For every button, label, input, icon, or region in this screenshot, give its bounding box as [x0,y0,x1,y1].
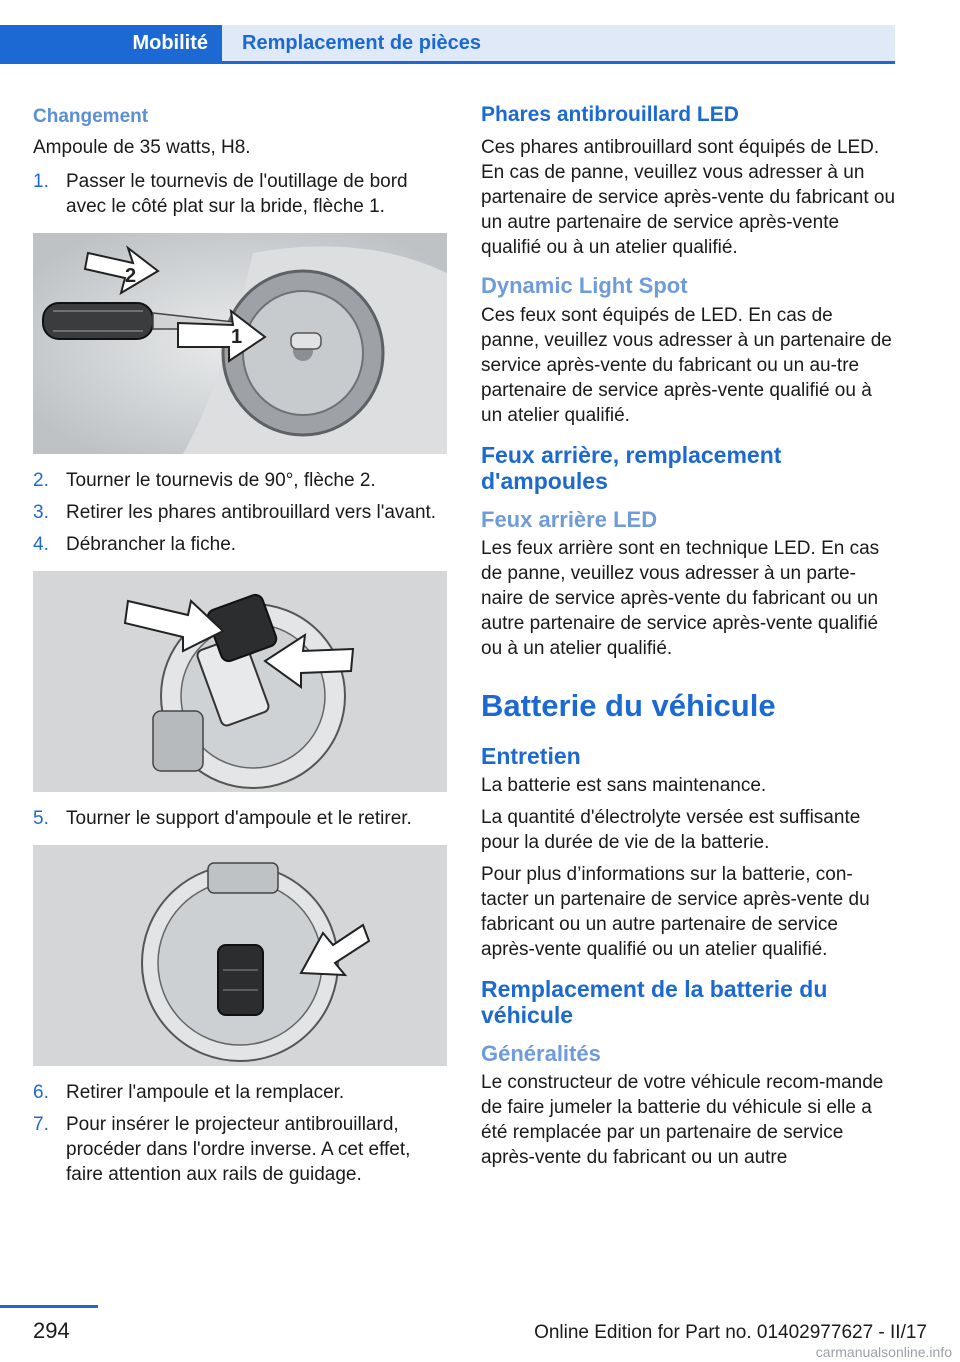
header-tabs [0,25,895,64]
heading-line: Remplacement de la batterie du [481,976,828,1002]
figure-bulb-holder-drawing [33,845,447,1066]
step-item [33,806,447,831]
edition-info: Online Edition for Part no. 01402977627 - II/17 [534,1322,927,1343]
step-text: Retirer les phares antibrouillard vers l'avant. [66,502,437,523]
rear-led-text: Les feux arrière sont en technique LED. En cas de panne, veuillez vous adresser à un parte-naire de service après-vente du fabricant ou un autre partenaire de service après-vente qualifié ou à un atelier qualifié. [481,538,880,659]
arrow-label: 2 [125,265,137,287]
heading-line: d'ampoules [481,468,608,494]
page-number: 294 [33,1318,70,1343]
step-number: 2. [33,470,49,491]
step-text: Tourner le support d'ampoule et le retirer. [66,808,412,829]
step-number: 5. [33,808,49,829]
step-item [33,1080,447,1105]
step-text: Débrancher la fiche. [66,534,237,555]
figure-plug-disconnect [33,571,447,792]
heading-battery-replacement [481,976,896,1028]
figure-plug-drawing [33,571,447,792]
left-column [33,100,447,1187]
heading-dynamic-light-spot: Dynamic Light Spot [481,273,688,298]
step-item [33,532,447,557]
heading-line: Feux arrière, remplacement [481,442,782,468]
led-fog-text: Ces phares antibrouillard sont équipés de LED. En cas de panne, veuillez vous adresser à un partenaire de service après-vente du fabricant ou un autre partenaire de service après-vente qualifié ou à un atelier qualifié. [481,137,896,258]
heading-rear-lights [481,442,896,494]
watermark: carmanualsonline.info [815,1344,952,1360]
maintenance-p3: Pour plus d’informations sur la batterie, con-tacter un partenaire de service après-vente du fabricant ou un autre partenaire de service après-vente qualifié ou un atelier qualifié. [481,864,870,960]
maintenance-p1: La batterie est sans maintenance. [481,775,767,796]
maintenance-p2: La quantité d'électrolyte versée est suffisante pour la durée de vie de la batterie. [481,807,861,853]
heading-led-fog-lights: Phares antibrouillard LED [481,103,739,126]
step-item [33,468,447,493]
heading-line: véhicule [481,1002,574,1028]
heading-maintenance: Entretien [481,743,581,769]
figure-screwdriver-drawing [33,233,447,454]
step-text: Pour insérer le projecteur antibrouillard, procéder dans l'ordre inverse. A cet effet, faire attention aux rails de guidage. [66,1114,411,1185]
figure-bulb-holder [33,845,447,1066]
step-number: 7. [33,1114,49,1135]
step-number: 1. [33,171,49,192]
tab-mobilite[interactable]: Mobilité [0,25,222,61]
step-item [33,500,447,525]
arrow-label: 1 [231,326,243,348]
heading-vehicle-battery: Batterie du véhicule [481,688,776,723]
general-text: Le constructeur de votre véhicule recom-mande de faire jumeler la batterie du véhicule si elle a été remplacée par un partenaire de service après-vente du fabricant ou un autre [481,1072,884,1168]
tab-remplacement-pieces[interactable]: Remplacement de pièces [222,25,895,61]
steps-list-c [33,806,447,831]
section-heading-changement: Changement [33,106,149,127]
heading-general: Généralités [481,1041,601,1066]
heading-rear-led: Feux arrière LED [481,507,658,532]
step-text: Retirer l'ampoule et la remplacer. [66,1082,345,1103]
steps-list-d [33,1080,447,1187]
steps-list-a [33,169,447,219]
step-text: Passer le tournevis de l'outillage de bord avec le côté plat sur la bride, flèche 1. [66,171,408,217]
bulb-spec: Ampoule de 35 watts, H8. [33,137,251,158]
step-item [33,169,447,219]
footer-rule [0,1305,98,1308]
dls-text: Ces feux sont équipés de LED. En cas de panne, veuillez vous adresser à un partenaire de service après-vente du fabricant ou un au-tre partenaire de service après-vente qualifié ou à un atelier qualifié. [481,305,892,426]
step-number: 3. [33,502,49,523]
steps-list-b [33,468,447,557]
step-number: 6. [33,1082,49,1103]
right-column [481,100,896,1170]
step-text: Tourner le tournevis de 90°, flèche 2. [66,470,376,491]
step-number: 4. [33,534,49,555]
step-item [33,1112,447,1187]
figure-screwdriver-flange [33,233,447,454]
